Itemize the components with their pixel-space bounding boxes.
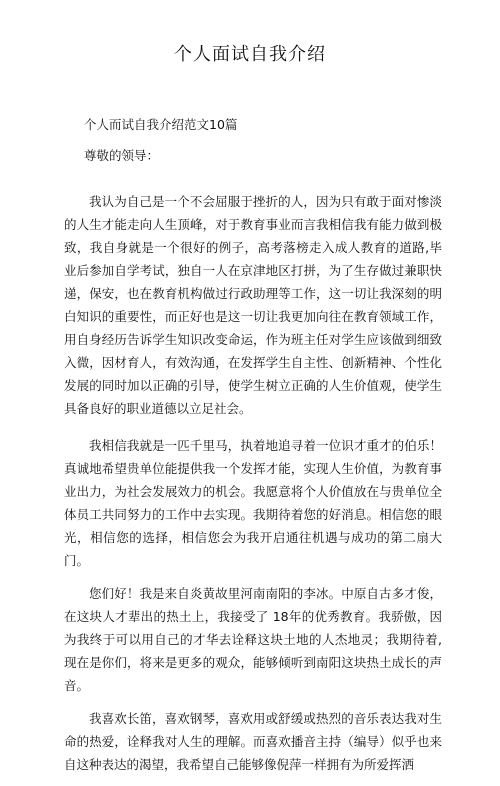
body-text: [64, 190, 442, 786]
paragraph: 我喜欢长笛，喜欢钢琴，喜欢用或舒缓或热烈的音乐表达我对生命的热爱，诠释我对人生的理解。而喜欢播音主持（编导）似乎也来自这种表达的渴望，我希望自己能够像倪萍一样拥有为所爱挥洒: [64, 711, 442, 772]
document-subtitle: 个人而试自我介绍范文10篇: [84, 117, 238, 132]
paragraph: 我认为自己是一个不会屈服于挫折的人，因为只有敢于面对惨淡的人生才能走向人生顶峰，对于教育事业而言我相信我有能力做到极致，我自身就是一个很好的例子，高考落榜走入成人教育的道路,毕业后参加自学考试，独自一人在京津地区打拼，为了生存做过兼职快递，保安，也在教育机构做过行政助理等工作，这一切让我深刻的明白知识的重要性，而正好也是这一切让我更加向往在教育领域工作，用自身经历告诉学生知识改变命运，作为班主任对学生应该做到细致入微，因材育人，有效沟通，在发挥学生自主性、创新精神、个性化发展的同时加以正确的引导，使学生树立正确的人生价值观，使学生具备良好的职业道德以立足社会。: [64, 194, 442, 416]
greeting-line: 尊敬的领导：: [84, 148, 160, 163]
paragraph: 您们好！我是来自炎黄故里河南南阳的李冰。中原自古多才俊，在这块人才辈出的热土上，我接受了 18年的优秀教育。我骄傲，因为我终于可以用自己的才华去诠释这块土地的人杰地灵；我期待着,现在是你们，将来是更多的观众，能够倾听到南阳这块热土成长的声音。: [64, 586, 442, 693]
paragraph: 我相信我就是一匹千里马，执着地追寻着一位识才重才的伯乐！真诚地希望贵单位能提供我一个发挥才能，实现人生价值，为教育事业出力，为社会发展效力的机会。我愿意将个人价值放在与贵单位全体员工共同努力的工作中去实现。我期待着您的好消息。相信您的眼光，相信您的选择，相信您会为我开启通往机遇与成功的第二扇大门。: [64, 438, 442, 568]
document-title: 个人面试自我介绍: [174, 44, 326, 65]
